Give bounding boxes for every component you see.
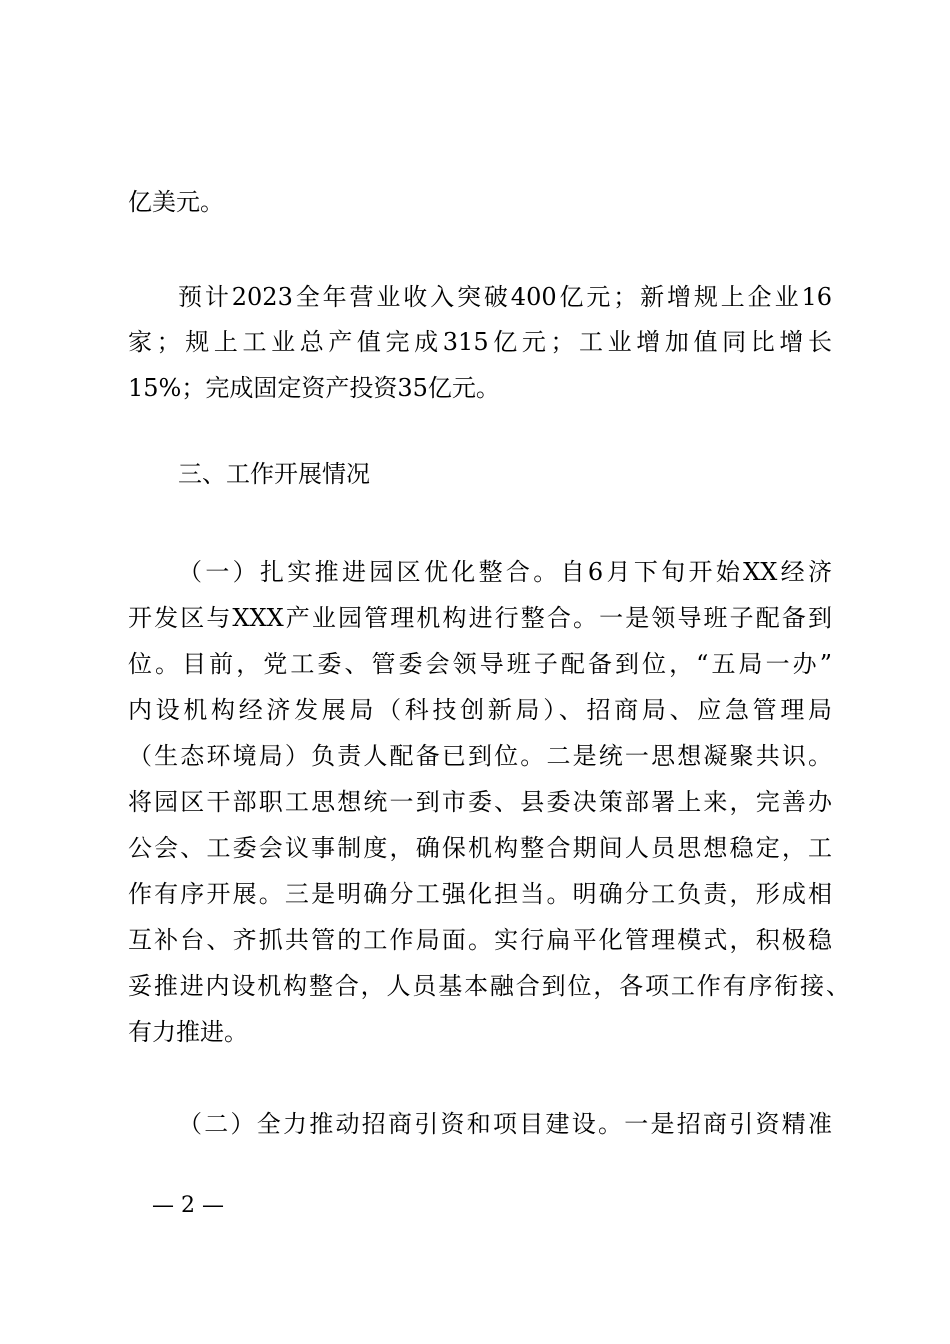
text-line: （二）全力推动招商引资和项目建设。一是招商引资精准 (178, 1110, 832, 1138)
text-line: 将园区干部职工思想统一到市委、县委决策部署上来，完善办 (128, 788, 832, 816)
text-line: （一）扎实推进园区优化整合。自6月下旬开始XX经济 (178, 558, 832, 586)
text-line: 开发区与XXX产业园管理机构进行整合。一是领导班子配备到 (128, 604, 832, 632)
text-line: 作有序开展。三是明确分工强化担当。明确分工负责，形成相 (128, 880, 832, 908)
text-line: 公会、工委会议事制度，确保机构整合期间人员思想稳定，工 (128, 834, 832, 862)
text-line: 亿美元。 (128, 188, 224, 216)
section-heading: 三、工作开展情况 (178, 460, 370, 488)
text-line: 互补台、齐抓共管的工作局面。实行扁平化管理模式，积极稳 (128, 926, 832, 954)
text-line: 预计2023全年营业收入突破400亿元；新增规上企业16 (178, 283, 832, 311)
text-line: （生态环境局）负责人配备已到位。二是统一思想凝聚共识。 (128, 742, 832, 770)
text-line: 有力推进。 (128, 1018, 248, 1046)
text-line: 家；规上工业总产值完成315亿元；工业增加值同比增长 (128, 328, 832, 356)
text-line: 内设机构经济发展局（科技创新局）、招商局、应急管理局 (128, 696, 832, 724)
text-line: 15%；完成固定资产投资35亿元。 (128, 374, 500, 402)
page-number: — 2 — (152, 1193, 224, 1218)
text-line: 位。目前，党工委、管委会领导班子配备到位，“五局一办” (128, 650, 832, 678)
text-line: 妥推进内设机构整合，人员基本融合到位，各项工作有序衔接、 (128, 972, 850, 1000)
